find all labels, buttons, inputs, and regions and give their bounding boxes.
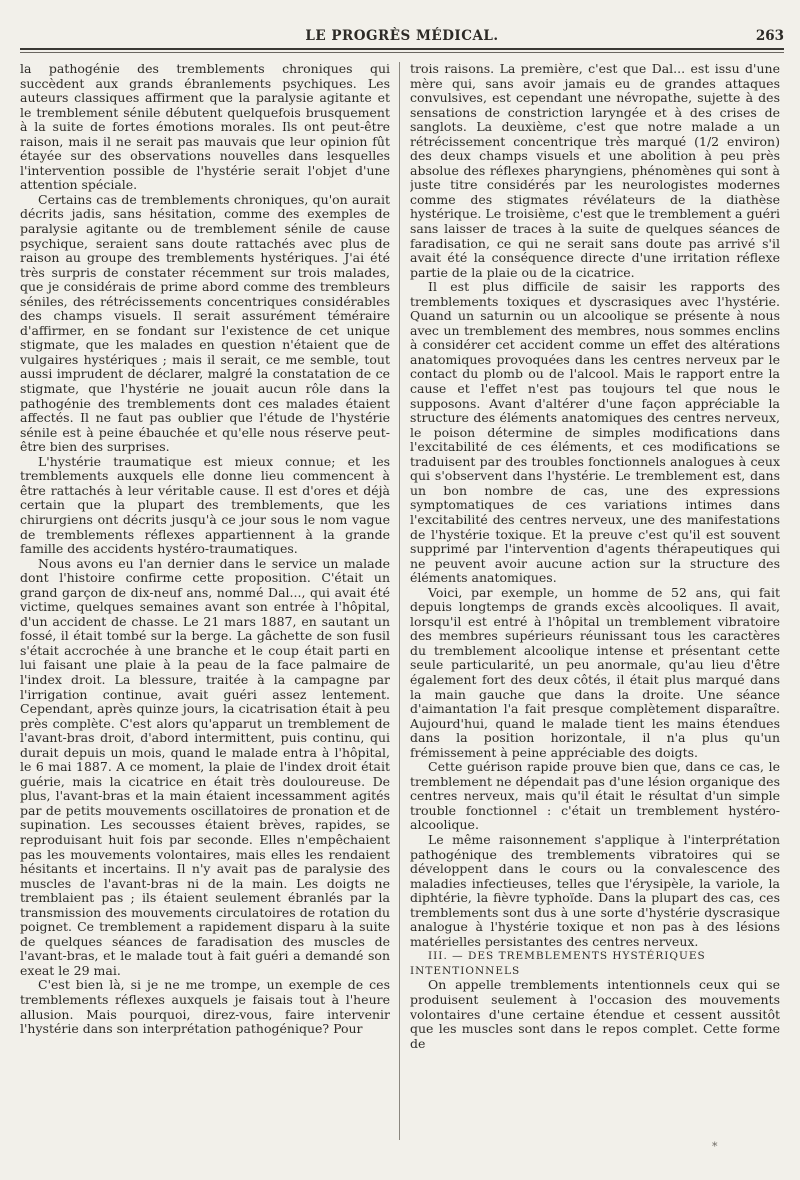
paragraph: Voici, par exemple, un homme de 52 ans, qui fait depuis longtemps de grands excès alcooliques. Il avait, lorsqu'il est entré à l'hôpital un tremblement vibratoire des membres supérieurs réunissant tous les caractères du tremblement alcoolique intense et présentant cette seule particularité, un peu anormale, qu'au lieu d'être également fort des deux côtés, il était plus marqué dans la main gauche que dans la droite. Une séance d'aimantation l'a fait presque complètement disparaître. Aujourd'hui, quand le malade tient les mains étendues dans la position horizontale, il n'a plus qu'un frémissement à peine appréciable des doigts. (410, 584, 780, 760)
footer-asterisk: * (712, 1140, 718, 1153)
left-column (20, 62, 390, 1140)
paragraph: L'hystérie traumatique est mieux connue; et les tremblements auxquels elle donne lieu commencent à être rattachés à leur véritable cause. Il est d'ores et déjà certain que la plupart des tremblements, que les chirurgiens ont décrits jusqu'à ce jour sous le nom vague de tremblements réflexes appartiennent à la grande famille des accidents hystéro-traumatiques. (20, 453, 390, 557)
paragraph: trois raisons. La première, c'est que Dal... est issu d'une mère qui, sans avoir jamais eu de grandes attaques convulsives, est cependant une névropathe, sujette à des sensations de constriction laryngée et à des crises de sanglots. La deuxième, c'est que notre malade a un rétrécissement concentrique très marqué (1/2 environ) des deux champs visuels et une abolition à peu près absolue des réflexes pharyngiens, phénomènes qui sont à juste titre considérés par les neurologistes modernes comme des stigmates révélateurs de la diathèse hystérique. Le troisième, c'est que le tremblement a guéri sans laisser de traces à la suite de quelques séances de faradisation, ce qui ne serait sans doute pas arrivé s'il avait été la conséquence directe d'une irritation réflexe partie de la plaie ou de la cicatrice. (410, 62, 780, 280)
paragraph: Cette guérison rapide prouve bien que, dans ce cas, le tremblement ne dépendait pas d'une lésion organique des centres nerveux, mais qu'il était le résultat d'un simple trouble fonctionnel : c'était un tremblement hystéro-alcoolique. (410, 759, 780, 833)
section-heading: III. — DES TREMBLEMENTS HYSTÉRIQUES INTENTIONNELS (410, 950, 706, 977)
running-title: LE PROGRÈS MÉDICAL. (305, 28, 499, 44)
paragraph: Certains cas de tremblements chroniques, qu'on aurait décrits jadis, sans hésitation, comme des exemples de paralysie agitante ou de tremblement sénile de cause psychique, seraient sans doute rattachés avec plus de raison au groupe des tremblements hystériques. J'ai été très surpris de constater récemment sur trois malades, que je considérais de prime abord comme des trembleurs séniles, des rétrécissements concentriques considérables des champs visuels. Il serait assurément téméraire d'affirmer, en se fondant sur l'existence de cet unique stigmate, que les malades en question n'étaient que de vulgaires hystériques ; mais il serait, ce me semble, tout aussi imprudent de déclarer, malgré la constatation de ce stigmate, que l'hystérie ne jouait aucun rôle dans la pathogénie des tremblements dont ces malades étaient affectés. Il ne faut pas oublier que l'étude de l'hystérie sénile est à peine ébauchée et qu'elle nous réserve peut-être bien des surprises. (20, 191, 390, 455)
paragraph: C'est bien là, si je ne me trompe, un exemple de ces tremblements réflexes auxquels je faisais tout à l'heure allusion. Mais pourquoi, direz-vous, faire intervenir l'hystérie dans son interprétation pathogénique? Pour (20, 977, 390, 1037)
column-divider (399, 62, 400, 1140)
paragraph: Le même raisonnement s'applique à l'interprétation pathogénique des tremblements vibratoires qui se développent dans le cours ou la convalescence des maladies infectieuses, telles que l'érysipèle, la variole, la diphtérie, la fièvre typhoïde. Dans la plupart des cas, ces tremblements sont dus à une sorte d'hystérie dyscrasique analogue à l'hystérie toxique et non pas à des lésions matérielles persistantes des centres nerveux. (410, 831, 780, 949)
paragraph: On appelle tremblements intentionnels ceux qui se produisent seulement à l'occasion des mouvements volontaires d'une certaine étendue et cessent aussitôt que les muscles sont dans le repos complet. Cette forme de (410, 977, 780, 1051)
header-rule (20, 48, 784, 50)
paragraph: Il est plus difficile de saisir les rapports des tremblements toxiques et dyscrasiques avec l'hystérie. Quand un saturnin ou un alcoolique se présente à nous avec un tremblement des membres, nous sommes enclins à considérer cet accident comme un effet des altérations anatomiques provoquées dans les centres nerveux par le contact du plomb ou de l'alcool. Mais le rapport entre la cause et l'effet n'est pas toujours tel que nous le supposons. Avant d'altérer d'une façon appréciable la structure des éléments anatomiques des centres nerveux, le poison détermine de simples modifications dans l'excitabilité de ces éléments, et ces modifications se traduisent par des troubles fonctionnels analogues à ceux qui s'observent dans l'hystérie. Le tremblement est, dans un bon nombre de cas, une des expressions symptomatiques de ces variations intimes dans l'excitabilité des centres nerveux, une des manifestations de l'hystérie toxique. Et la preuve c'est qu'il est souvent supprimé par l'intervention d'agents thérapeutiques qui ne peuvent avoir aucune action sur la structure des éléments anatomiques. (410, 279, 780, 586)
paragraph: Nous avons eu l'an dernier dans le service un malade dont l'histoire confirme cette proposition. C'était un grand garçon de dix-neuf ans, nommé Dal..., qui avait été victime, quelques semaines avant son entrée à l'hôpital, d'un accident de chasse. Le 21 mars 1887, en sautant un fossé, il était tombé sur la berge. La gâchette de son fusil s'était accrochée à une branche et le coup était parti en lui faisant une plaie à la peau de la face palmaire de l'index droit. La blessure, traitée à la campagne par l'irrigation continue, avait guéri assez lentement. Cependant, après quinze jours, la cicatrisation était à peu près complète. C'est alors qu'apparut un tremblement de l'avant-bras droit, d'abord intermittent, puis continu, qui durait depuis un mois, quand le malade entra à l'hôpital, le 6 mai 1887. A ce moment, la plaie de l'index droit était guérie, mais la cicatrice en était très douloureuse. De plus, l'avant-bras et la main étaient incessamment agités par de petits mouvements oscillatoires de pronation et de supination. Les secousses étaient brèves, rapides, se reproduisant huit fois par seconde. Elles n'empêchaient pas les mouvements volontaires, mais elles les rendaient hésitants et incertains. Il n'y avait pas de paralysie des muscles de l'avant-bras ni de la main. Les doigts ne tremblaient pas ; ils étaient seulement ébranlés par la transmission des mouvements circulatoires de rotation du poignet. Ce tremblement a rapidement disparu à la suite de quelques séances de faradisation des muscles de l'avant-bras, et le malade tout à fait guéri a demandé son exeat le 29 mai. (20, 555, 390, 978)
right-column (410, 62, 780, 1140)
page-number: 263 (755, 28, 784, 44)
page-header (20, 22, 784, 48)
paragraph: la pathogénie des tremblements chroniques qui succèdent aux grands ébranlements psychiques. Les auteurs classiques affirment que la paralysie agitante et le tremblement sénile débutent quelquefois brusquement à la suite de fortes émotions morales. Ils ont peut-être raison, mais il ne serait pas mauvais que leur opinion fût étayée sur des observations nouvelles dans lesquelles l'intervention possible de l'hystérie serait l'objet d'une attention spéciale. (20, 62, 390, 193)
header-rule-thin (20, 52, 784, 53)
